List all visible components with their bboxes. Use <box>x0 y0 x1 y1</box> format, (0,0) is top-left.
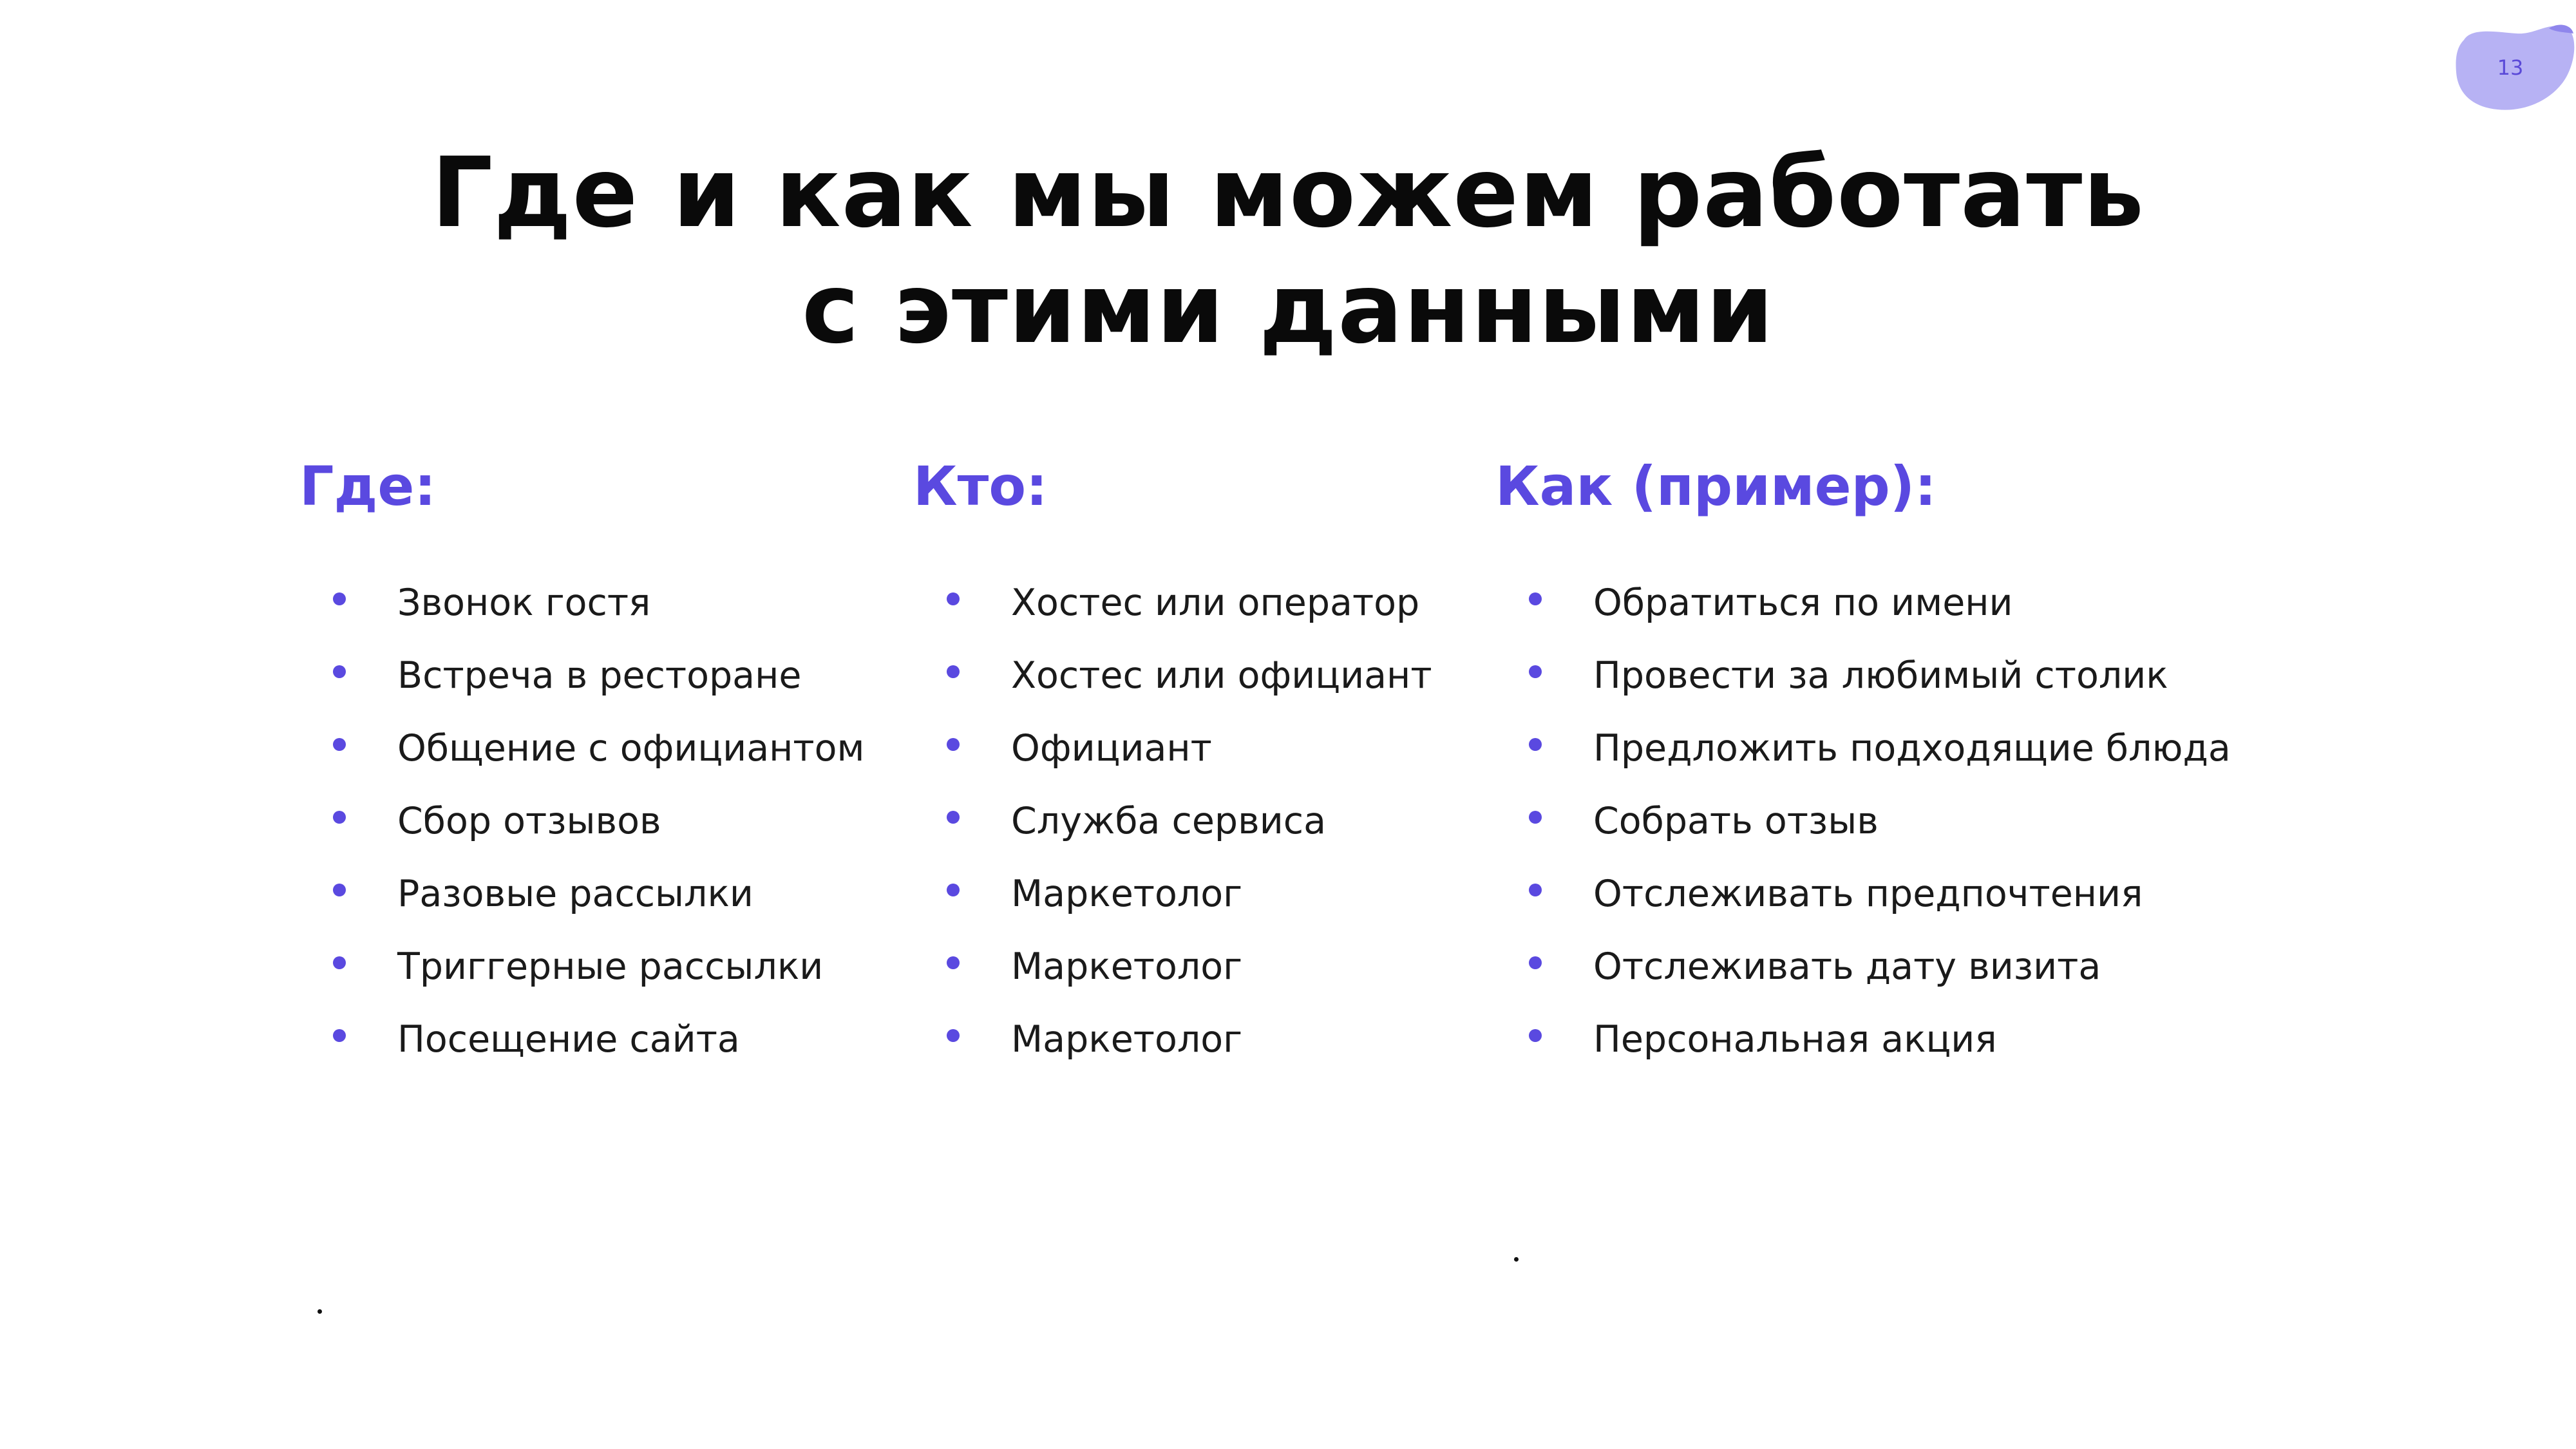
list-item-text: Общение с официантом <box>397 727 865 770</box>
list-item <box>299 1003 865 1076</box>
list-item <box>1495 1003 2231 1076</box>
list-item <box>1495 567 2231 639</box>
bullet-icon <box>1529 956 1542 969</box>
list-item-text: Провести за любимый столик <box>1593 654 2168 697</box>
list-how <box>1495 567 2231 1076</box>
bullet-icon <box>333 665 346 678</box>
list-item <box>913 639 1432 712</box>
list-who <box>913 567 1432 1076</box>
list-item-text: Маркетолог <box>1011 873 1243 915</box>
list-item <box>299 567 865 639</box>
list-item-text: Официант <box>1011 727 1212 770</box>
list-item <box>913 931 1432 1003</box>
bullet-icon <box>1529 738 1542 751</box>
bullet-icon <box>1529 665 1542 678</box>
list-item <box>299 858 865 931</box>
slide-title-line-1: Где и как мы можем работать <box>431 137 2145 249</box>
list-item-text: Маркетолог <box>1011 945 1243 988</box>
list-item-text: Маркетолог <box>1011 1018 1243 1061</box>
list-item-text: Встреча в ресторане <box>397 654 802 697</box>
bullet-icon <box>333 1029 346 1042</box>
column-heading-who: Кто: <box>913 455 1048 518</box>
bullet-icon <box>333 738 346 751</box>
bullet-icon <box>333 592 346 605</box>
list-item-text: Отслеживать дату визита <box>1593 945 2101 988</box>
list-item-text: Предложить подходящие блюда <box>1593 727 2231 770</box>
page-number-badge <box>2452 21 2575 111</box>
bullet-icon <box>947 665 960 678</box>
page-number: 13 <box>2497 55 2524 80</box>
list-item <box>299 639 865 712</box>
column-how <box>1495 451 2231 1076</box>
bullet-icon <box>1529 592 1542 605</box>
list-item-text: Сбор отзывов <box>397 800 661 842</box>
list-item <box>1495 712 2231 785</box>
bullet-icon <box>1529 811 1542 824</box>
list-item-text: Хостес или оператор <box>1011 582 1420 624</box>
list-item <box>913 1003 1432 1076</box>
column-who <box>913 451 1432 1076</box>
list-item-text: Служба сервиса <box>1011 800 1327 842</box>
list-item-text: Разовые рассылки <box>397 873 753 915</box>
list-item <box>299 931 865 1003</box>
list-item <box>913 712 1432 785</box>
list-item <box>299 712 865 785</box>
list-item-text: Персональная акция <box>1593 1018 1997 1061</box>
bullet-icon <box>947 956 960 969</box>
list-item <box>1495 931 2231 1003</box>
bullet-icon <box>947 738 960 751</box>
column-heading-where: Где: <box>299 455 436 518</box>
slide-title <box>0 135 2576 367</box>
list-item-text: Посещение сайта <box>397 1018 740 1061</box>
bullet-icon <box>1529 1029 1542 1042</box>
bullet-icon <box>947 884 960 896</box>
list-item-text: Обратиться по имени <box>1593 582 2013 624</box>
bullet-icon <box>333 956 346 969</box>
bullet-icon <box>947 811 960 824</box>
column-where <box>299 451 865 1076</box>
list-item <box>1495 785 2231 858</box>
stray-dot <box>317 1309 322 1314</box>
list-item <box>913 567 1432 639</box>
list-item-text: Звонок гостя <box>397 582 651 624</box>
list-where <box>299 567 865 1076</box>
bullet-icon <box>333 811 346 824</box>
list-item <box>913 785 1432 858</box>
list-item-text: Хостес или официант <box>1011 654 1432 697</box>
bullet-icon <box>1529 884 1542 896</box>
list-item <box>1495 639 2231 712</box>
list-item <box>1495 858 2231 931</box>
slide-title-line-2: с этими данными <box>801 253 1775 365</box>
list-item-text: Собрать отзыв <box>1593 800 1879 842</box>
list-item-text: Отслеживать предпочтения <box>1593 873 2143 915</box>
bullet-icon <box>947 592 960 605</box>
list-item-text: Триггерные рассылки <box>397 945 824 988</box>
bullet-icon <box>333 884 346 896</box>
list-item <box>913 858 1432 931</box>
column-heading-how: Как (пример): <box>1495 455 1937 518</box>
list-item <box>299 785 865 858</box>
stray-dot <box>1514 1257 1519 1262</box>
bullet-icon <box>947 1029 960 1042</box>
